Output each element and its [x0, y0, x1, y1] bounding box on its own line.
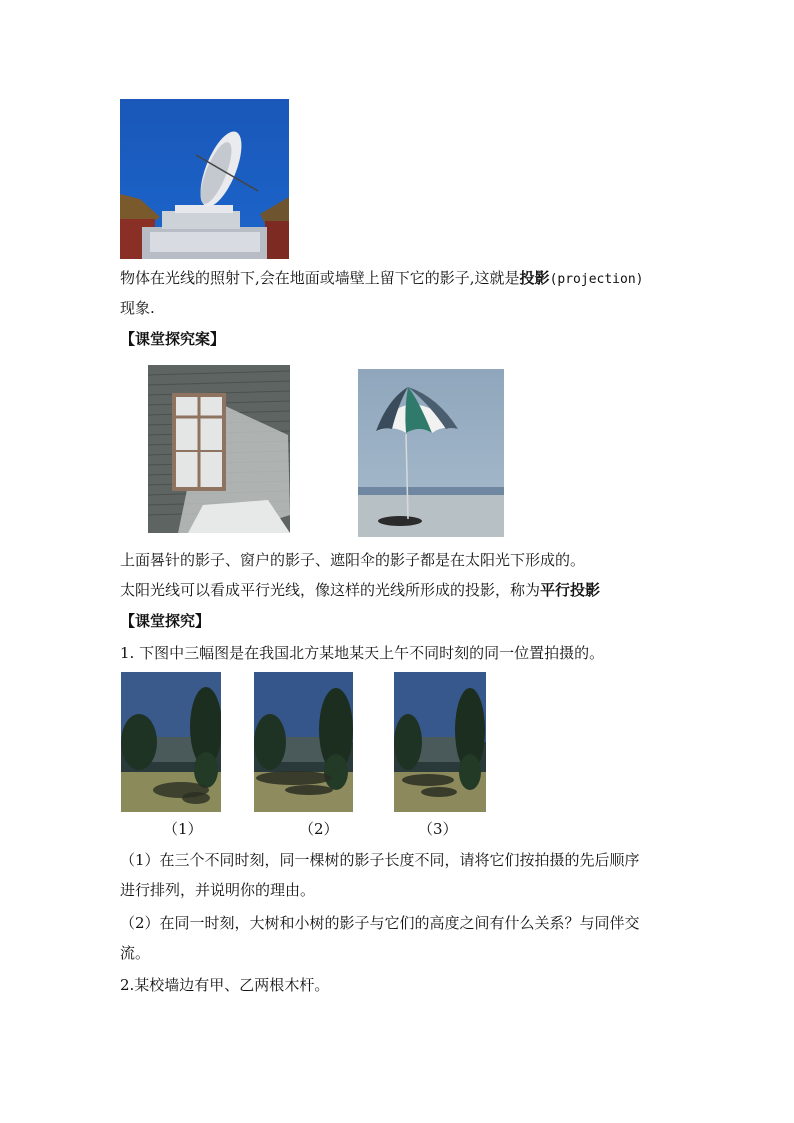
intro-line-2: 现象. [120, 299, 155, 317]
question-1-2-line-1: （2）在同一时刻，大树和小树的影子与它们的高度之间有什么关系？与同伴交 [120, 914, 640, 932]
term-projection-en: (projection) [549, 272, 644, 287]
term-projection: 投影 [519, 269, 550, 287]
tree-photo-3 [394, 672, 486, 812]
umbrella-shadow-photo [358, 369, 504, 537]
caption-photo-3: （3） [418, 820, 458, 838]
window-shadow-photo [148, 365, 290, 533]
question-1-2-line-2: 流。 [120, 944, 151, 962]
section-title-explore-case: 【课堂探究案】 [120, 330, 226, 348]
tree-photo-2 [254, 672, 353, 812]
question-1-1-line-1: （1）在三个不同时刻，同一棵树的影子长度不同，请将它们按拍摄的先后顺序 [120, 851, 640, 869]
caption-photo-2: （2） [299, 820, 339, 838]
question-1: 1. 下图中三幅图是在我国北方某地某天上午不同时刻的同一位置拍摄的。 [120, 644, 605, 662]
para-parallel-projection: 太阳光线可以看成平行光线，像这样的光线所形成的投影，称为平行投影 [120, 581, 601, 599]
sundial-photo [120, 99, 289, 259]
para-shadows-sunlight: 上面晷针的影子、窗户的影子、遮阳伞的影子都是在太阳光下形成的。 [120, 551, 586, 569]
question-2: 2.某校墙边有甲、乙两根木杆。 [120, 976, 330, 994]
term-parallel-projection: 平行投影 [540, 581, 601, 599]
section-title-explore: 【课堂探究】 [120, 612, 211, 630]
question-1-1-line-2: 进行排列，并说明你的理由。 [120, 881, 316, 899]
tree-photo-1 [121, 672, 221, 812]
caption-photo-1: （1） [163, 820, 203, 838]
intro-line-1: 物体在光线的照射下,会在地面或墙壁上留下它的影子,这就是投影(projection) [120, 269, 644, 287]
